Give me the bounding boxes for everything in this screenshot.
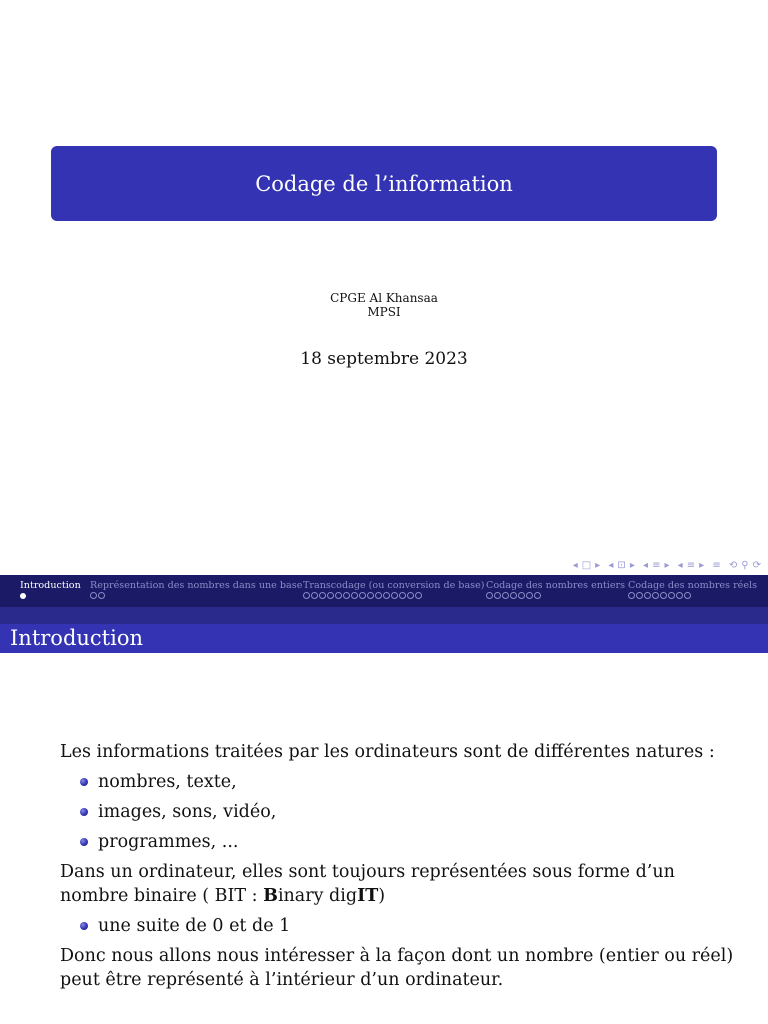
section-label: Introduction	[20, 580, 81, 591]
miniframe-dot[interactable]	[303, 592, 310, 599]
nav-prev-subsection-icon[interactable]: ◂	[643, 560, 650, 571]
miniframe-dot[interactable]	[502, 592, 509, 599]
nav-forward-icon[interactable]: ⟳	[752, 560, 762, 571]
institute-name: CPGE Al Khansaa	[330, 291, 438, 305]
list-item-text: nombres, texte,	[98, 772, 237, 792]
list-item	[60, 770, 740, 794]
list-item-text: programmes, ...	[98, 832, 239, 852]
miniframe-dot[interactable]	[399, 592, 406, 599]
list-item	[60, 830, 740, 854]
miniframe-dot[interactable]	[319, 592, 326, 599]
miniframe-dot[interactable]	[660, 592, 667, 599]
minifram-dot-current[interactable]	[20, 593, 26, 599]
presentation-title: Codage de l’information	[255, 171, 513, 196]
miniframe-dot[interactable]	[668, 592, 675, 599]
miniframe-dot[interactable]	[311, 592, 318, 599]
presentation-date: 18 septembre 2023	[300, 349, 468, 369]
nav-back-icon[interactable]: ⟲	[728, 560, 739, 571]
bullet-icon	[80, 838, 88, 846]
bullet-icon	[80, 808, 88, 816]
section-dots	[20, 592, 81, 603]
section-label: Représentation des nombres dans une base	[90, 580, 303, 591]
miniframe-dot[interactable]	[636, 592, 643, 599]
miniframe-dot[interactable]	[335, 592, 342, 599]
frame-body	[60, 740, 740, 992]
binary-paragraph	[60, 860, 740, 908]
section-transcodage[interactable]	[303, 579, 485, 603]
section-navigation-bar	[0, 575, 768, 607]
miniframe-dot[interactable]	[327, 592, 334, 599]
miniframe-dot[interactable]	[391, 592, 398, 599]
intro-paragraph: Les informations traitées par les ordinateurs sont de différentes natures :	[60, 742, 715, 762]
section-dots	[303, 592, 485, 603]
navigation-symbols[interactable]	[570, 560, 762, 571]
nav-section-icon[interactable]: ≡	[686, 560, 697, 571]
nav-prev-frame-icon[interactable]: ◂	[608, 560, 615, 571]
miniframe-dot[interactable]	[494, 592, 501, 599]
section-introduction[interactable]	[20, 579, 81, 603]
section-label: Codage des nombres entiers	[486, 580, 626, 591]
section-codage-reels[interactable]	[628, 579, 757, 603]
title-box	[51, 146, 717, 221]
binary-bold-it: IT	[357, 886, 379, 906]
miniframe-dot[interactable]	[90, 592, 97, 599]
miniframe-dot[interactable]	[684, 592, 691, 599]
nav-next-section-icon[interactable]: ▸	[699, 560, 706, 571]
nav-prev-section-icon[interactable]: ◂	[677, 560, 684, 571]
section-dots	[90, 592, 302, 603]
miniframe-dot[interactable]	[367, 592, 374, 599]
list-item	[60, 800, 740, 824]
miniframe-dot[interactable]	[383, 592, 390, 599]
frame-title: Introduction	[0, 624, 768, 653]
miniframe-dot[interactable]	[407, 592, 414, 599]
miniframe-dot[interactable]	[526, 592, 533, 599]
binary-list	[60, 914, 740, 938]
nav-frame-icon[interactable]: ⊡	[617, 560, 627, 571]
list-item-text: images, sons, vidéo,	[98, 802, 277, 822]
data-types-list	[60, 770, 740, 854]
miniframe-dot[interactable]	[98, 592, 105, 599]
binary-text-d: )	[378, 886, 386, 906]
binary-text-c: inary dig	[277, 886, 358, 906]
bullet-icon	[80, 778, 88, 786]
nav-next-slide-icon[interactable]: ▸	[595, 560, 602, 571]
nav-search-icon[interactable]: ⚲	[741, 560, 750, 571]
miniframe-dot[interactable]	[351, 592, 358, 599]
miniframe-dot[interactable]	[644, 592, 651, 599]
conclusion-paragraph: Donc nous allons nous intéresser à la façon dont un nombre (entier ou réel) peut être représenté à l’intérieur d’un ordinateur.	[60, 946, 734, 990]
nav-next-frame-icon[interactable]: ▸	[629, 560, 636, 571]
subsection-bar	[0, 607, 768, 624]
section-codage-entiers[interactable]	[486, 579, 625, 603]
bullet-icon	[80, 922, 88, 930]
nav-slide-icon[interactable]: □	[581, 560, 593, 571]
section-representation[interactable]	[90, 579, 302, 603]
nav-prev-slide-icon[interactable]: ◂	[572, 560, 579, 571]
miniframe-dot[interactable]	[652, 592, 659, 599]
miniframe-dot[interactable]	[518, 592, 525, 599]
miniframe-dot[interactable]	[343, 592, 350, 599]
miniframe-dot[interactable]	[375, 592, 382, 599]
list-item-text: une suite de 0 et de 1	[98, 916, 291, 936]
section-dots	[628, 592, 757, 603]
binary-bold-b: B	[263, 886, 278, 906]
section-label: Transcodage (ou conversion de base)	[303, 580, 485, 591]
miniframe-dot[interactable]	[628, 592, 635, 599]
class-name: MPSI	[367, 305, 401, 319]
nav-document-icon[interactable]: ≡	[712, 560, 722, 571]
nav-subsection-icon[interactable]: ≡	[652, 560, 662, 571]
miniframe-dot[interactable]	[359, 592, 366, 599]
list-item	[60, 914, 740, 938]
section-dots	[486, 592, 625, 603]
section-label: Codage des nombres réels	[628, 580, 758, 591]
miniframe-dot[interactable]	[534, 592, 541, 599]
miniframe-dot[interactable]	[415, 592, 422, 599]
miniframe-dot[interactable]	[510, 592, 517, 599]
miniframe-dot[interactable]	[676, 592, 683, 599]
nav-next-subsection-icon[interactable]: ▸	[664, 560, 671, 571]
miniframe-dot[interactable]	[486, 592, 493, 599]
binary-text-a: Dans un ordinateur, elles sont toujours représentées sous forme d’un nombre binaire ( BIT :	[60, 862, 675, 906]
